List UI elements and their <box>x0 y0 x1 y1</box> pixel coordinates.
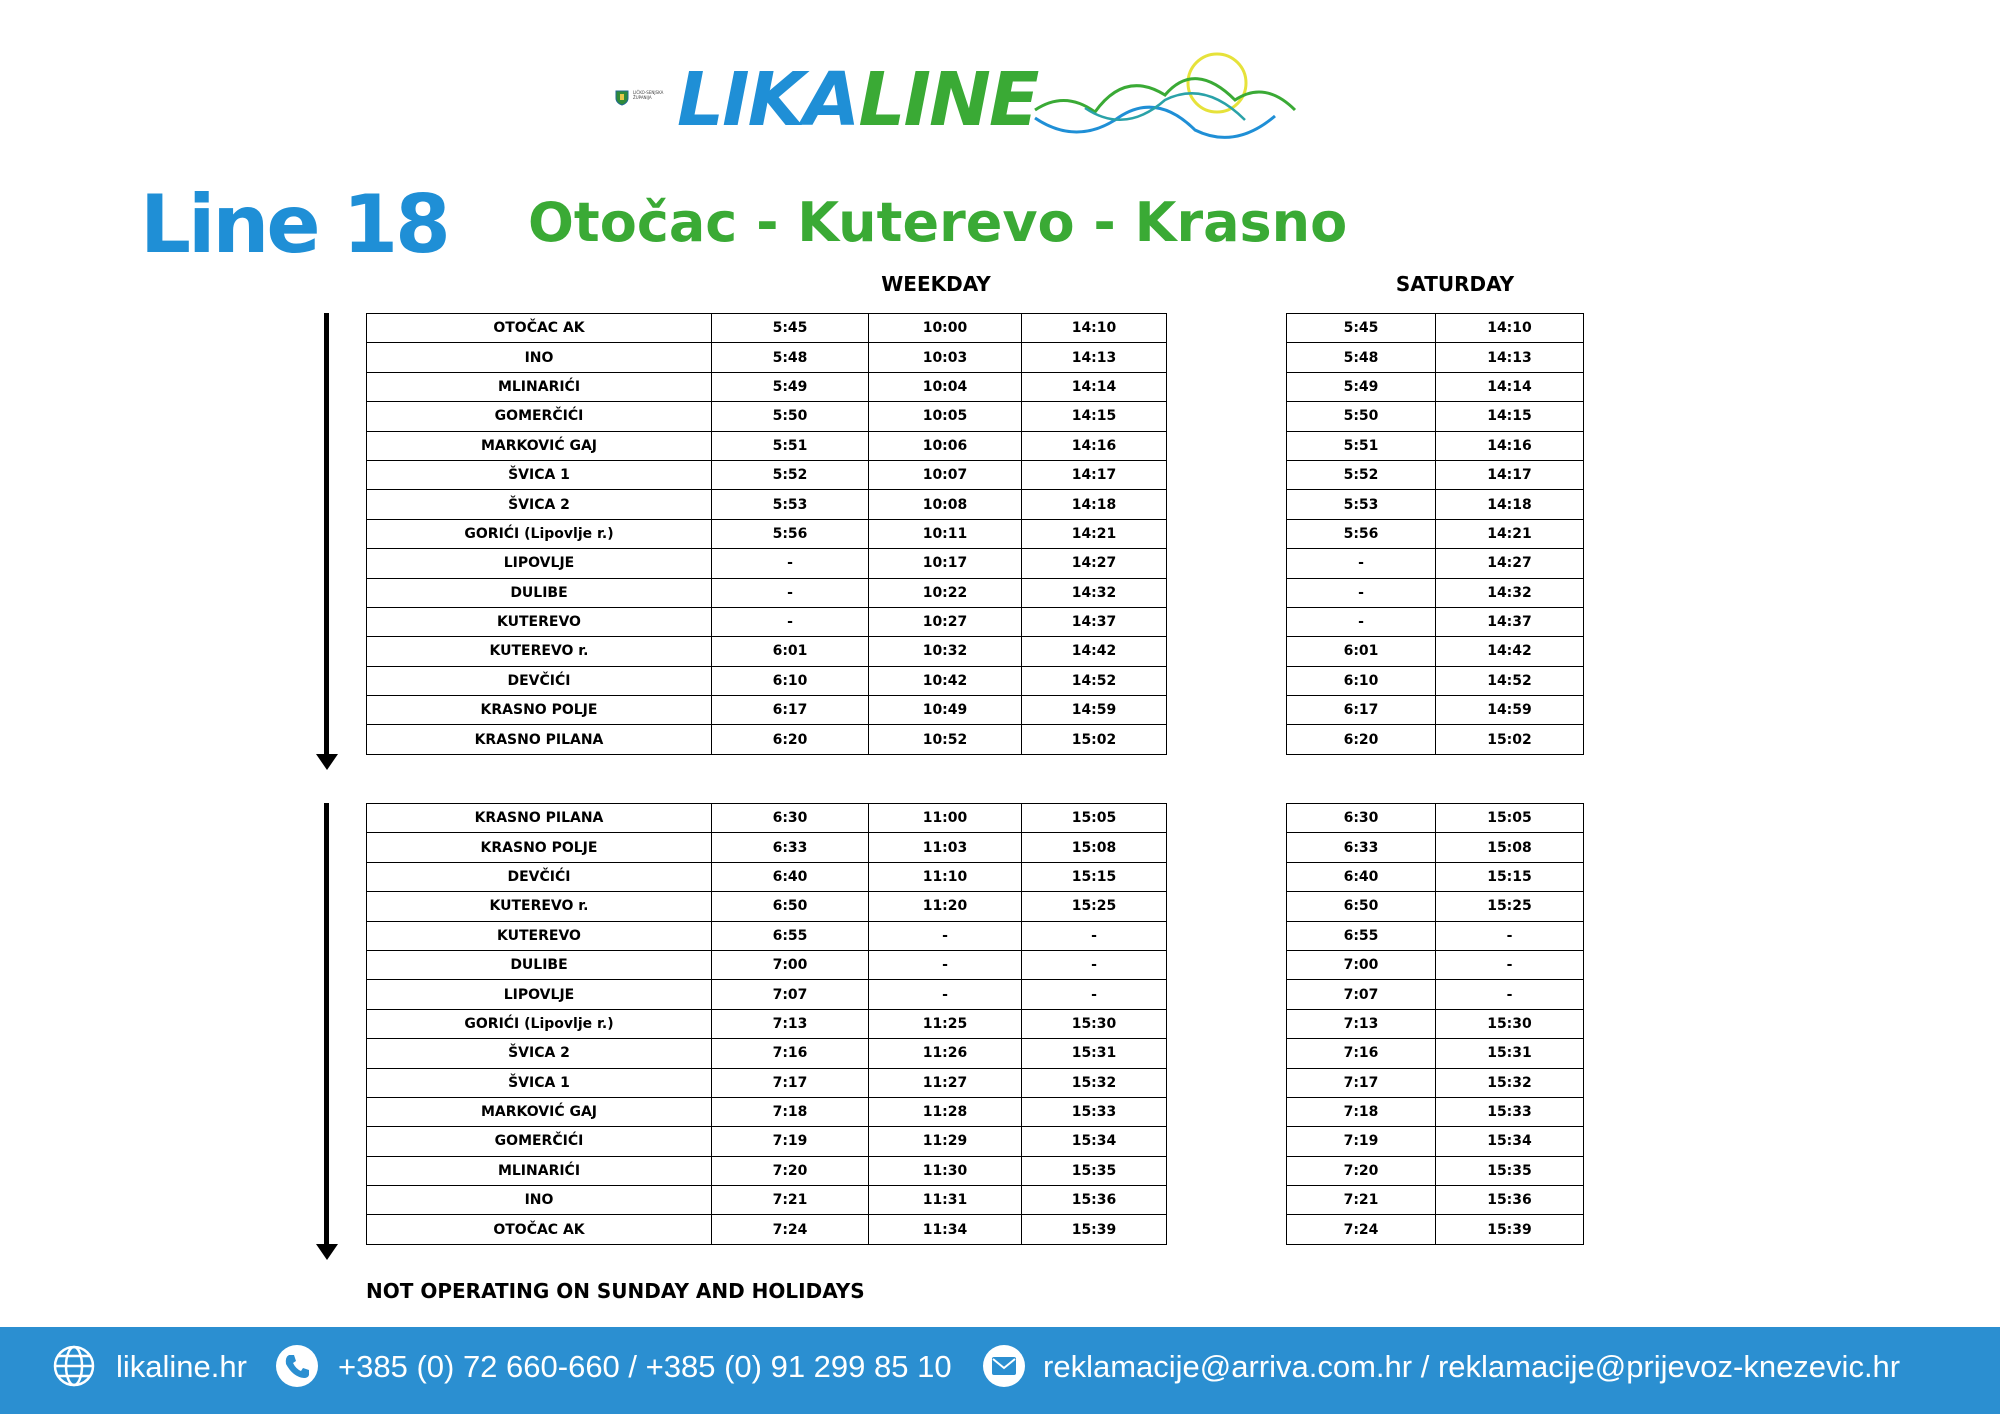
departure-time: 15:15 <box>1436 862 1584 891</box>
departure-time: 11:31 <box>869 1186 1022 1215</box>
table-row <box>367 833 1167 862</box>
stop-name: ŠVICA 2 <box>367 1039 712 1068</box>
departure-time: 5:52 <box>712 460 869 489</box>
departure-time: 6:10 <box>1287 666 1436 695</box>
departure-time: 15:39 <box>1022 1215 1167 1244</box>
table-row <box>1287 607 1584 636</box>
departure-time: 10:32 <box>869 637 1022 666</box>
stop-name: INO <box>367 343 712 372</box>
departure-time: 15:25 <box>1436 892 1584 921</box>
departure-time: 14:17 <box>1436 460 1584 489</box>
departure-time: 6:17 <box>712 696 869 725</box>
departure-time: 15:36 <box>1436 1186 1584 1215</box>
stop-name: INO <box>367 1186 712 1215</box>
departure-time: 14:59 <box>1022 696 1167 725</box>
outbound-weekday-table <box>366 313 1167 755</box>
stop-name: OTOČAC AK <box>367 1215 712 1244</box>
departure-time: 7:07 <box>712 980 869 1009</box>
departure-time: 11:26 <box>869 1039 1022 1068</box>
table-row <box>367 1097 1167 1126</box>
departure-time: 14:42 <box>1436 637 1584 666</box>
table-row <box>1287 833 1584 862</box>
departure-time: 5:52 <box>1287 460 1436 489</box>
departure-time: - <box>1022 950 1167 979</box>
departure-time: 14:42 <box>1022 637 1167 666</box>
departure-time: 15:08 <box>1436 833 1584 862</box>
departure-time: 15:25 <box>1022 892 1167 921</box>
departure-time: 6:20 <box>712 725 869 754</box>
table-row <box>367 1186 1167 1215</box>
table-row <box>1287 578 1584 607</box>
stop-name: ŠVICA 1 <box>367 460 712 489</box>
table-row <box>1287 666 1584 695</box>
departure-time: 14:15 <box>1436 402 1584 431</box>
departure-time: - <box>1287 549 1436 578</box>
departure-time: 14:16 <box>1436 431 1584 460</box>
table-row <box>367 402 1167 431</box>
departure-time: 5:48 <box>712 343 869 372</box>
departure-time: 10:07 <box>869 460 1022 489</box>
table-row <box>1287 460 1584 489</box>
arrow-down-icon <box>316 754 338 770</box>
table-row <box>1287 314 1584 343</box>
departure-time: 11:25 <box>869 1009 1022 1038</box>
departure-time: 6:40 <box>712 862 869 891</box>
departure-time: - <box>869 980 1022 1009</box>
stop-name: LIPOVLJE <box>367 549 712 578</box>
departure-time: 11:30 <box>869 1156 1022 1185</box>
brand-part-lika: LIKA <box>677 57 859 143</box>
table-row <box>1287 892 1584 921</box>
departure-time: - <box>1436 950 1584 979</box>
stop-name: KRASNO POLJE <box>367 696 712 725</box>
contact-footer <box>0 1327 2000 1414</box>
departure-time: 6:01 <box>712 637 869 666</box>
table-row <box>367 921 1167 950</box>
stop-name: MARKOVIĆ GAJ <box>367 431 712 460</box>
departure-time: 15:33 <box>1022 1097 1167 1126</box>
stop-name: GORIĆI (Lipovlje r.) <box>367 1009 712 1038</box>
phone-icon <box>275 1344 319 1388</box>
departure-time: 5:53 <box>712 490 869 519</box>
departure-time: 7:16 <box>1287 1039 1436 1068</box>
departure-time: 7:21 <box>712 1186 869 1215</box>
table-row <box>1287 343 1584 372</box>
arrow-down-icon <box>316 1244 338 1260</box>
email-addresses[interactable]: reklamacije@arriva.com.hr / reklamacije@prijevoz-knezevic.hr <box>1043 1349 1901 1384</box>
table-row <box>1287 862 1584 891</box>
brand-part-line: LINE <box>858 57 1038 143</box>
departure-time: 14:17 <box>1022 460 1167 489</box>
table-row <box>1287 1009 1584 1038</box>
departure-time: 14:59 <box>1436 696 1584 725</box>
departure-time: - <box>1022 980 1167 1009</box>
departure-time: 10:17 <box>869 549 1022 578</box>
departure-time: 11:29 <box>869 1127 1022 1156</box>
route-title: Otočac - Kuterevo - Krasno <box>528 191 1348 254</box>
service-notice: NOT OPERATING ON SUNDAY AND HOLIDAYS <box>366 1279 865 1303</box>
departure-time: 10:05 <box>869 402 1022 431</box>
stop-name: GOMERČIĆI <box>367 1127 712 1156</box>
departure-time: 14:27 <box>1436 549 1584 578</box>
return-weekday-table <box>366 803 1167 1245</box>
departure-time: 6:40 <box>1287 862 1436 891</box>
stop-name: KRASNO PILANA <box>367 804 712 833</box>
table-row <box>367 607 1167 636</box>
table-row <box>367 862 1167 891</box>
table-row <box>367 892 1167 921</box>
stop-name: KRASNO PILANA <box>367 725 712 754</box>
departure-time: 14:21 <box>1436 519 1584 548</box>
departure-time: - <box>712 607 869 636</box>
stop-name: ŠVICA 2 <box>367 490 712 519</box>
table-row <box>1287 402 1584 431</box>
departure-time: 15:36 <box>1022 1186 1167 1215</box>
table-row <box>1287 490 1584 519</box>
stop-name: GORIĆI (Lipovlje r.) <box>367 519 712 548</box>
table-row <box>367 696 1167 725</box>
departure-time: 14:21 <box>1022 519 1167 548</box>
table-row <box>367 725 1167 754</box>
table-row <box>1287 372 1584 401</box>
departure-time: 7:18 <box>712 1097 869 1126</box>
departure-time: 11:34 <box>869 1215 1022 1244</box>
table-row <box>1287 696 1584 725</box>
departure-time: 10:22 <box>869 578 1022 607</box>
departure-time: 6:33 <box>712 833 869 862</box>
departure-time: - <box>1436 921 1584 950</box>
departure-time: 6:10 <box>712 666 869 695</box>
table-row <box>367 460 1167 489</box>
departure-time: 15:34 <box>1436 1127 1584 1156</box>
table-row <box>367 343 1167 372</box>
brand-wordmark <box>677 55 1037 145</box>
departure-time: 14:10 <box>1022 314 1167 343</box>
table-row <box>367 1009 1167 1038</box>
departure-time: 11:03 <box>869 833 1022 862</box>
outbound-saturday-table <box>1286 313 1584 755</box>
departure-time: 7:18 <box>1287 1097 1436 1126</box>
departure-time: 15:02 <box>1022 725 1167 754</box>
departure-time: 7:20 <box>712 1156 869 1185</box>
county-crest-icon <box>615 90 629 106</box>
globe-icon <box>52 1344 96 1388</box>
table-row <box>1287 725 1584 754</box>
table-row <box>367 372 1167 401</box>
departure-time: 5:49 <box>712 372 869 401</box>
departure-time: 10:00 <box>869 314 1022 343</box>
stop-name: OTOČAC AK <box>367 314 712 343</box>
departure-time: 14:10 <box>1436 314 1584 343</box>
departure-time: 15:39 <box>1436 1215 1584 1244</box>
departure-time: 5:48 <box>1287 343 1436 372</box>
departure-time: - <box>1287 578 1436 607</box>
table-row <box>367 490 1167 519</box>
departure-time: 10:42 <box>869 666 1022 695</box>
table-row <box>367 666 1167 695</box>
departure-time: 15:05 <box>1022 804 1167 833</box>
departure-time: 7:17 <box>712 1068 869 1097</box>
departure-time: 14:37 <box>1022 607 1167 636</box>
table-row <box>367 549 1167 578</box>
table-row <box>1287 549 1584 578</box>
stop-name: LIPOVLJE <box>367 980 712 1009</box>
stop-name: KUTEREVO <box>367 921 712 950</box>
departure-time: - <box>869 921 1022 950</box>
departure-time: 11:27 <box>869 1068 1022 1097</box>
departure-time: 14:18 <box>1436 490 1584 519</box>
departure-time: 5:45 <box>712 314 869 343</box>
stop-name: KRASNO POLJE <box>367 833 712 862</box>
departure-time: 10:52 <box>869 725 1022 754</box>
departure-time: 5:50 <box>712 402 869 431</box>
departure-time: 7:21 <box>1287 1186 1436 1215</box>
stop-name: MLINARIĆI <box>367 1156 712 1185</box>
table-row <box>1287 1068 1584 1097</box>
departure-time: 15:05 <box>1436 804 1584 833</box>
table-row <box>367 314 1167 343</box>
departure-time: 7:07 <box>1287 980 1436 1009</box>
departure-time: 5:53 <box>1287 490 1436 519</box>
departure-time: 15:35 <box>1022 1156 1167 1185</box>
line-number-title: Line 18 <box>140 178 448 271</box>
stop-name: MARKOVIĆ GAJ <box>367 1097 712 1126</box>
table-row <box>367 637 1167 666</box>
departure-time: 14:52 <box>1022 666 1167 695</box>
departure-time: 6:50 <box>1287 892 1436 921</box>
likaline-logo <box>615 50 1395 150</box>
stop-name: KUTEREVO r. <box>367 892 712 921</box>
departure-time: 7:13 <box>1287 1009 1436 1038</box>
departure-time: 10:08 <box>869 490 1022 519</box>
table-row <box>367 1039 1167 1068</box>
table-row <box>367 1068 1167 1097</box>
departure-time: - <box>1436 980 1584 1009</box>
departure-time: 7:13 <box>712 1009 869 1038</box>
departure-time: 14:16 <box>1022 431 1167 460</box>
table-row <box>1287 804 1584 833</box>
departure-time: 14:18 <box>1022 490 1167 519</box>
departure-time: 14:32 <box>1022 578 1167 607</box>
departure-time: 6:30 <box>712 804 869 833</box>
website-link[interactable]: likaline.hr <box>116 1349 247 1384</box>
stop-name: DEVČIĆI <box>367 862 712 891</box>
table-row <box>367 578 1167 607</box>
departure-time: 15:31 <box>1436 1039 1584 1068</box>
table-row <box>367 1215 1167 1244</box>
departure-time: 6:55 <box>1287 921 1436 950</box>
departure-time: 6:33 <box>1287 833 1436 862</box>
departure-time: 6:01 <box>1287 637 1436 666</box>
departure-time: - <box>1287 607 1436 636</box>
departure-time: 15:35 <box>1436 1156 1584 1185</box>
table-row <box>1287 519 1584 548</box>
table-row <box>1287 1186 1584 1215</box>
departure-time: 5:51 <box>1287 431 1436 460</box>
departure-time: 15:30 <box>1022 1009 1167 1038</box>
stop-name: KUTEREVO r. <box>367 637 712 666</box>
departure-time: 5:51 <box>712 431 869 460</box>
county-crest-text: LIČKO-SENJSKA ŽUPANIJA <box>633 90 664 100</box>
departure-time: 14:13 <box>1022 343 1167 372</box>
departure-time: 7:24 <box>712 1215 869 1244</box>
table-row <box>367 519 1167 548</box>
weekday-label: WEEKDAY <box>881 272 991 296</box>
departure-time: 5:56 <box>712 519 869 548</box>
departure-time: 6:30 <box>1287 804 1436 833</box>
outbound-direction-arrow <box>324 313 329 758</box>
departure-time: 7:20 <box>1287 1156 1436 1185</box>
departure-time: - <box>1022 921 1167 950</box>
stop-name: ŠVICA 1 <box>367 1068 712 1097</box>
departure-time: 14:52 <box>1436 666 1584 695</box>
departure-time: 5:45 <box>1287 314 1436 343</box>
departure-time: 15:08 <box>1022 833 1167 862</box>
departure-time: 7:16 <box>712 1039 869 1068</box>
mail-icon <box>982 1344 1026 1388</box>
departure-time: 6:20 <box>1287 725 1436 754</box>
departure-time: 14:15 <box>1022 402 1167 431</box>
departure-time: 15:32 <box>1022 1068 1167 1097</box>
departure-time: 11:00 <box>869 804 1022 833</box>
departure-time: 14:14 <box>1022 372 1167 401</box>
table-row <box>367 980 1167 1009</box>
departure-time: 10:03 <box>869 343 1022 372</box>
departure-time: 10:04 <box>869 372 1022 401</box>
departure-time: 7:19 <box>712 1127 869 1156</box>
departure-time: 15:34 <box>1022 1127 1167 1156</box>
departure-time: 6:55 <box>712 921 869 950</box>
table-row <box>1287 980 1584 1009</box>
departure-time: 7:24 <box>1287 1215 1436 1244</box>
table-row <box>1287 1215 1584 1244</box>
table-row <box>1287 1097 1584 1126</box>
departure-time: 7:00 <box>1287 950 1436 979</box>
departure-time: 6:50 <box>712 892 869 921</box>
departure-time: 14:14 <box>1436 372 1584 401</box>
departure-time: 14:27 <box>1022 549 1167 578</box>
stop-name: GOMERČIĆI <box>367 402 712 431</box>
departure-time: 6:17 <box>1287 696 1436 725</box>
departure-time: 7:17 <box>1287 1068 1436 1097</box>
departure-time: 10:11 <box>869 519 1022 548</box>
phone-numbers[interactable]: +385 (0) 72 660-660 / +385 (0) 91 299 85 10 <box>338 1349 952 1384</box>
departure-time: 15:32 <box>1436 1068 1584 1097</box>
departure-time: 15:30 <box>1436 1009 1584 1038</box>
table-row <box>367 1156 1167 1185</box>
departure-time: 11:28 <box>869 1097 1022 1126</box>
table-row <box>1287 950 1584 979</box>
table-row <box>367 1127 1167 1156</box>
departure-time: 11:20 <box>869 892 1022 921</box>
stop-name: KUTEREVO <box>367 607 712 636</box>
departure-time: 10:49 <box>869 696 1022 725</box>
stop-name: MLINARIĆI <box>367 372 712 401</box>
departure-time: 11:10 <box>869 862 1022 891</box>
departure-time: 15:31 <box>1022 1039 1167 1068</box>
departure-time: 15:02 <box>1436 725 1584 754</box>
departure-time: 14:37 <box>1436 607 1584 636</box>
departure-time: - <box>712 578 869 607</box>
departure-time: 5:56 <box>1287 519 1436 548</box>
return-saturday-table <box>1286 803 1584 1245</box>
table-row <box>1287 1127 1584 1156</box>
departure-time: 7:00 <box>712 950 869 979</box>
table-row <box>1287 637 1584 666</box>
departure-time: 5:50 <box>1287 402 1436 431</box>
return-direction-arrow <box>324 803 329 1248</box>
stop-name: DULIBE <box>367 950 712 979</box>
departure-time: 7:19 <box>1287 1127 1436 1156</box>
table-row <box>1287 1039 1584 1068</box>
departure-time: - <box>712 549 869 578</box>
departure-time: 5:49 <box>1287 372 1436 401</box>
table-row <box>367 950 1167 979</box>
table-row <box>367 804 1167 833</box>
landscape-wave-icon <box>995 50 1395 150</box>
stop-name: DULIBE <box>367 578 712 607</box>
departure-time: 10:06 <box>869 431 1022 460</box>
departure-time: - <box>869 950 1022 979</box>
departure-time: 14:32 <box>1436 578 1584 607</box>
saturday-label: SATURDAY <box>1395 272 1515 296</box>
table-row <box>367 431 1167 460</box>
table-row <box>1287 1156 1584 1185</box>
departure-time: 15:33 <box>1436 1097 1584 1126</box>
departure-time: 15:15 <box>1022 862 1167 891</box>
stop-name: DEVČIĆI <box>367 666 712 695</box>
table-row <box>1287 431 1584 460</box>
departure-time: 10:27 <box>869 607 1022 636</box>
table-row <box>1287 921 1584 950</box>
departure-time: 14:13 <box>1436 343 1584 372</box>
